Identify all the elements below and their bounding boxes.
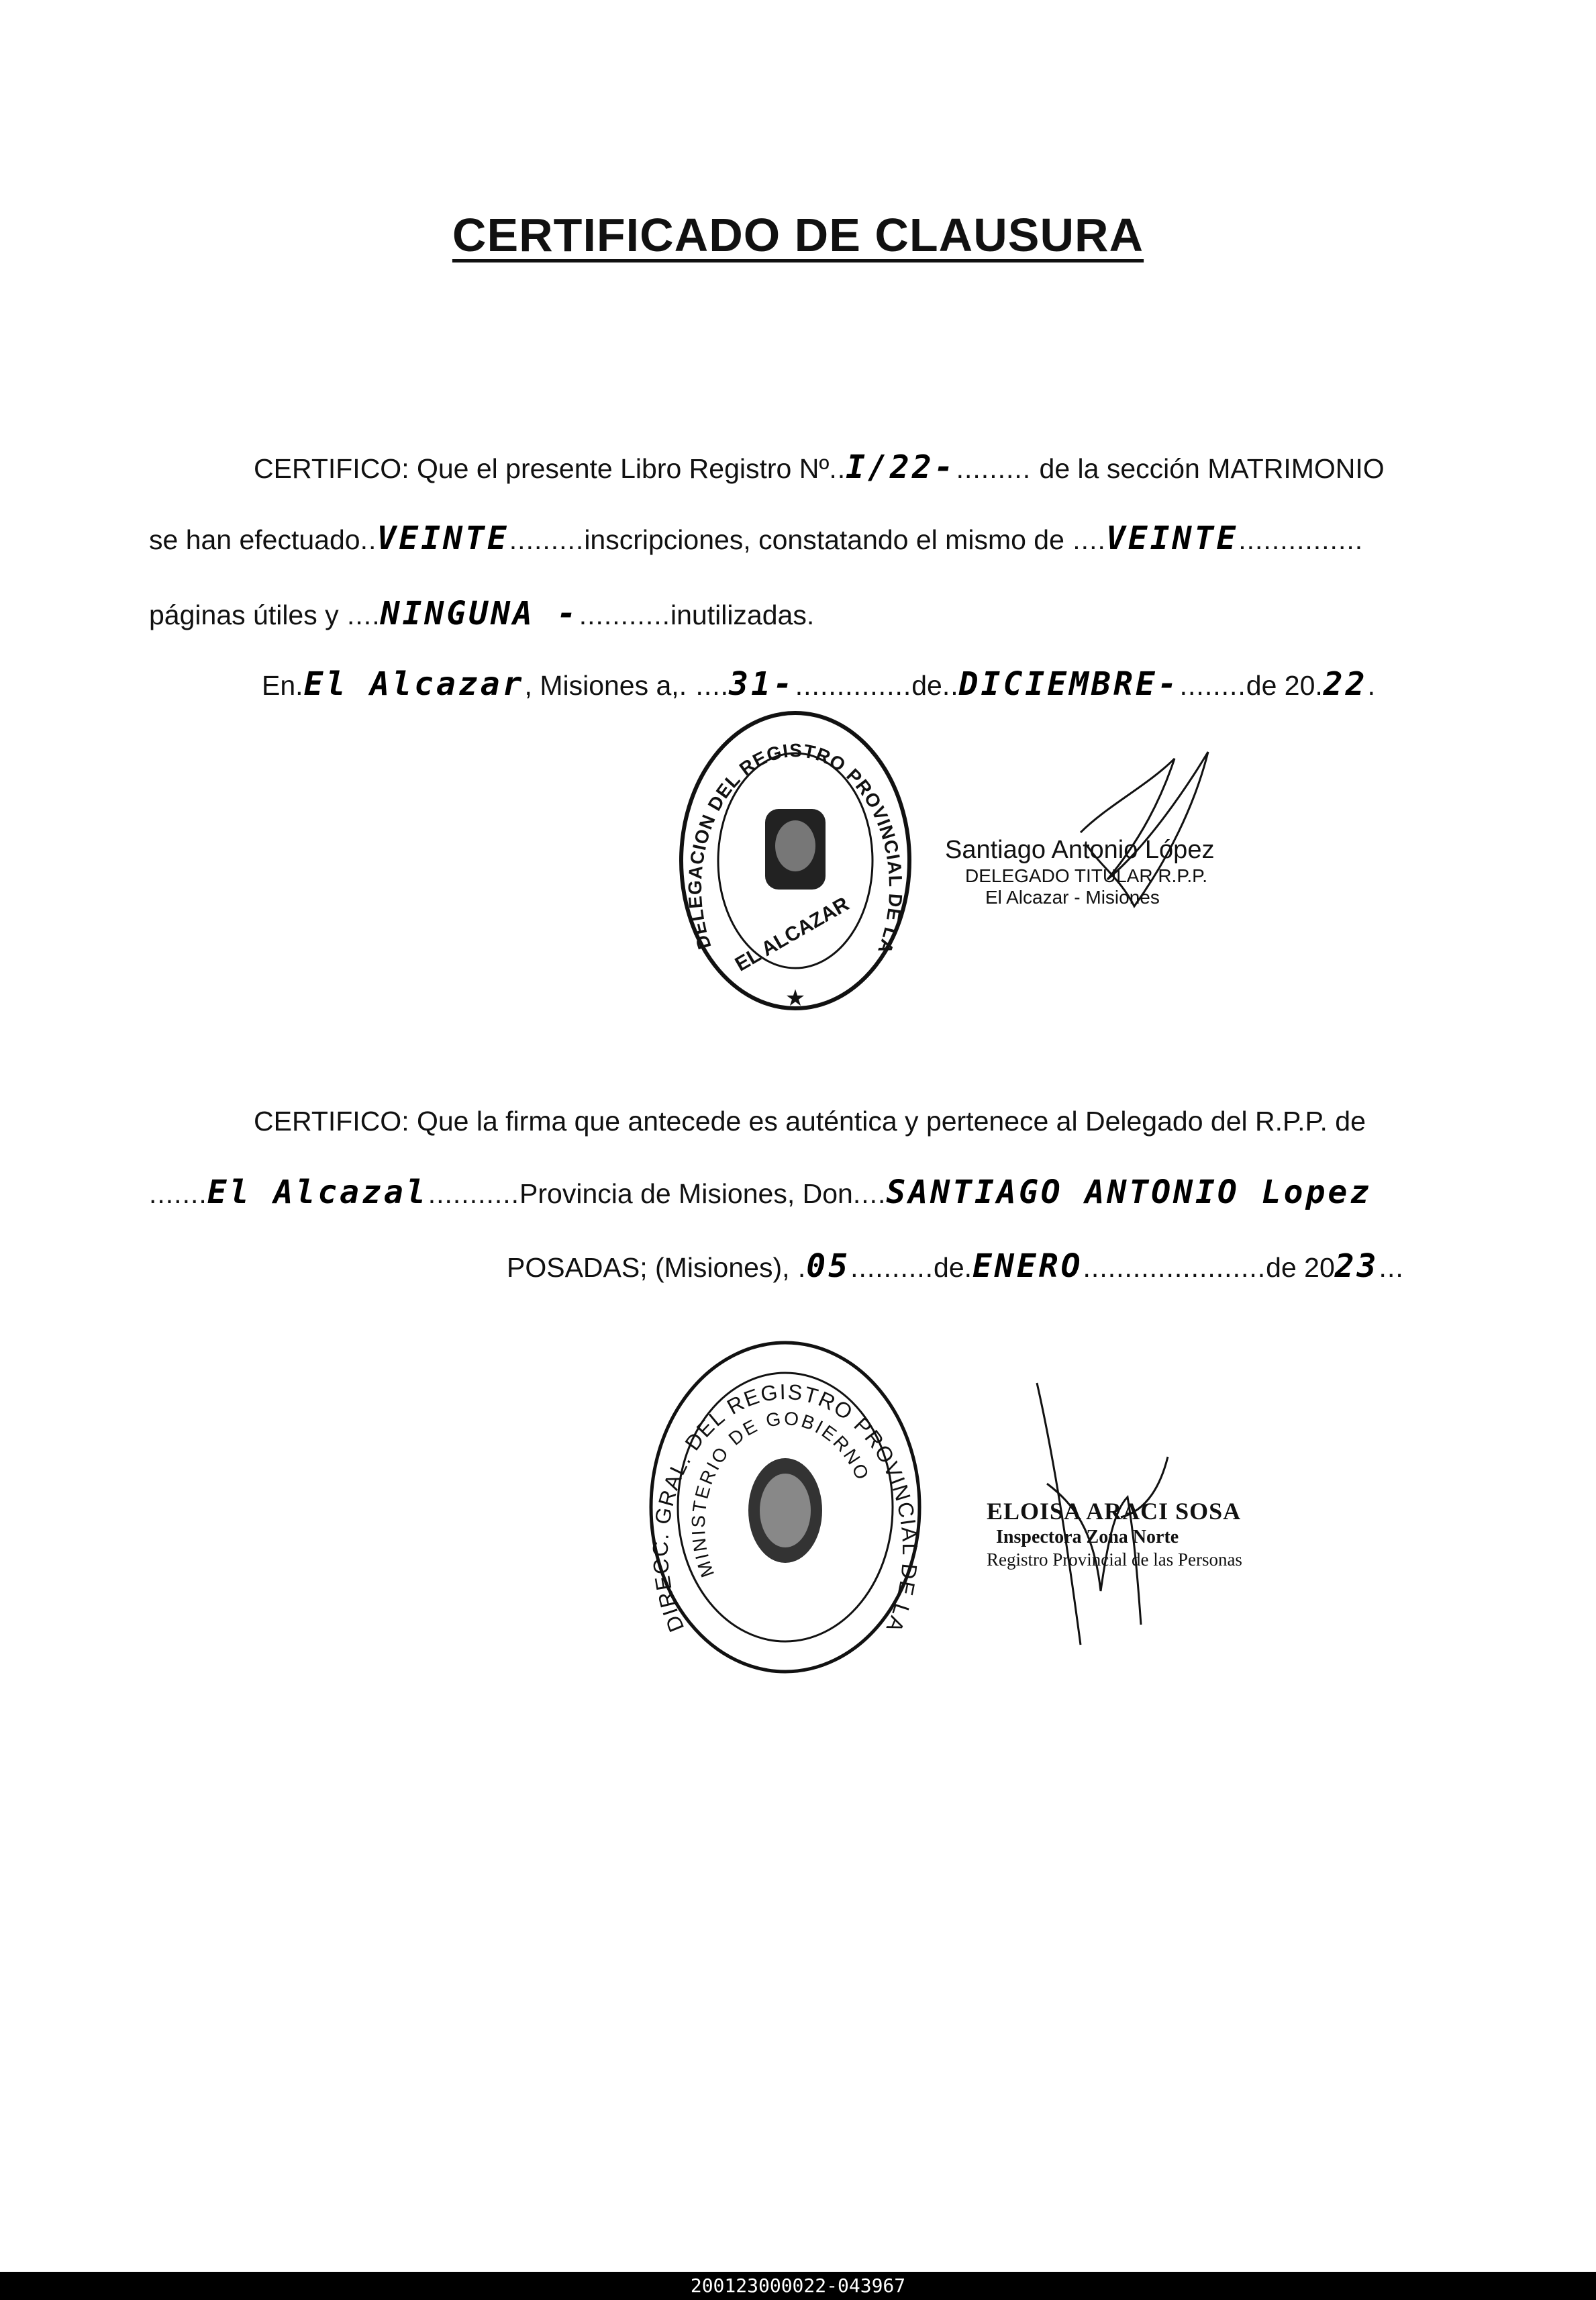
p1-line-1 — [254, 448, 1385, 486]
dots: . — [789, 1252, 807, 1283]
p1-l3-text-b: inutilizadas. — [670, 600, 815, 630]
dots: ........... — [428, 1178, 520, 1209]
p2-line-2 — [149, 1173, 1373, 1211]
p2-line-3 — [507, 1247, 1404, 1285]
dots: .. — [360, 524, 377, 555]
p1-line-2 — [149, 522, 1363, 555]
handwritten-month-2: ENERO — [972, 1247, 1083, 1285]
p1-line-3 — [149, 597, 814, 630]
seal-2-inner-text: MINISTERIO DE GOBIERNO — [687, 1407, 874, 1580]
handwritten-year-2: 23 — [1334, 1247, 1379, 1285]
p1-l4-text-a: En — [262, 670, 296, 701]
handwritten-delegate-name: SANTIAGO ANTONIO Lopez — [886, 1173, 1373, 1211]
seal-1-graphic — [671, 705, 919, 1020]
p2-l3-text-a: POSADAS; (Misiones), — [507, 1252, 790, 1283]
dots: ......... — [509, 524, 585, 555]
dots: . — [964, 1252, 973, 1283]
star-icon: ★ — [785, 986, 806, 1011]
signer-1-place: El Alcazar - Misiones — [985, 886, 1160, 908]
p2-line-1 — [254, 1108, 1366, 1135]
dots: . — [1367, 670, 1376, 701]
scan-id-footer — [0, 2272, 1596, 2300]
dots: .. — [942, 670, 959, 701]
p1-l4-text-c: de — [911, 670, 942, 701]
dots: .... — [852, 1178, 887, 1209]
signer-1-block — [945, 836, 1214, 908]
seal-1-bottom-text: EL ALCAZAR — [731, 892, 853, 976]
p2-l2-text-a: Provincia de Misiones, Don — [519, 1178, 853, 1209]
p1-l2-text-b: inscripciones, constatando el mismo de — [584, 524, 1064, 555]
handwritten-unused-pages: NINGUNA - — [380, 595, 579, 632]
signer-1-name: Santiago Antonio López — [945, 836, 1215, 864]
dots: . .... — [679, 670, 730, 701]
handwritten-year: 22 — [1323, 665, 1368, 703]
p1-l4-text-b: , Misiones a, — [524, 670, 679, 701]
seal-2-ring-text: DIRECC. GRAL. DEL REGISTRO PROVINCIAL DE LA — [648, 1379, 923, 1637]
dots: . — [1315, 670, 1324, 701]
handwritten-month: DICIEMBRE- — [958, 665, 1180, 703]
dots: ........... — [579, 600, 670, 630]
signer-2-block — [987, 1497, 1242, 1570]
document-title-text: CERTIFICADO DE CLAUSURA — [452, 209, 1144, 261]
official-seal-direction — [638, 1333, 933, 1685]
official-seal-delegation — [671, 705, 919, 1020]
handwritten-day-2: 05 — [806, 1247, 851, 1285]
p1-line-4 — [262, 665, 1376, 703]
p1-l2-text-a: se han efectuado — [149, 524, 360, 555]
dots: .... — [1064, 524, 1106, 555]
signer-2-name: ELOISA ARACI SOSA — [987, 1498, 1242, 1525]
dots: .......... — [850, 1252, 934, 1283]
signer-1-role: DELEGADO TITULAR R.P.P. — [965, 865, 1208, 886]
dots: ... — [1379, 1252, 1404, 1283]
p2-l3-text-c: de 20 — [1266, 1252, 1335, 1283]
seal-2-graphic — [638, 1333, 933, 1682]
handwritten-place: El Alcazar — [303, 665, 525, 703]
signer-2-org: Registro Provincial de las Personas — [987, 1549, 1242, 1570]
document-title — [0, 208, 1596, 262]
dots: ........ — [1179, 670, 1246, 701]
handwritten-day: 31- — [729, 665, 795, 703]
handwritten-pages-count: VEINTE — [1105, 520, 1239, 557]
seal-1-ring-text: DELEGACION DEL REGISTRO PROVINCIAL DE LA — [684, 740, 907, 957]
p1-l3-text-a: páginas útiles y — [149, 600, 339, 630]
dots: ......... — [956, 453, 1040, 484]
handwritten-registry-number: I/22- — [846, 448, 956, 486]
scan-id-text: 200123000022-043967 — [690, 2274, 906, 2297]
dots: .... — [338, 600, 381, 630]
dots: ....... — [149, 1178, 207, 1209]
p2-l1-text: CERTIFICO: Que la firma que antecede es auténtica y pertenece al Delegado del R.P.P. de — [254, 1106, 1366, 1137]
dots: .............. — [795, 670, 912, 701]
handwritten-inscriptions-count: VEINTE — [377, 520, 509, 557]
dots: ...................... — [1083, 1252, 1266, 1283]
dots: . — [295, 670, 304, 701]
dots: .. — [829, 453, 846, 484]
p2-l3-text-b: de — [934, 1252, 964, 1283]
signer-2-role: Inspectora Zona Norte — [996, 1527, 1179, 1548]
p1-l1-text-b: de la sección MATRIMONIO — [1039, 453, 1385, 484]
p1-l1-text-a: CERTIFICO: Que el presente Libro Registro Nº — [254, 453, 830, 484]
handwritten-delegation-place: El Alcazal — [207, 1173, 428, 1211]
dots: ............... — [1238, 524, 1364, 555]
p1-l4-text-d: de 20 — [1246, 670, 1315, 701]
